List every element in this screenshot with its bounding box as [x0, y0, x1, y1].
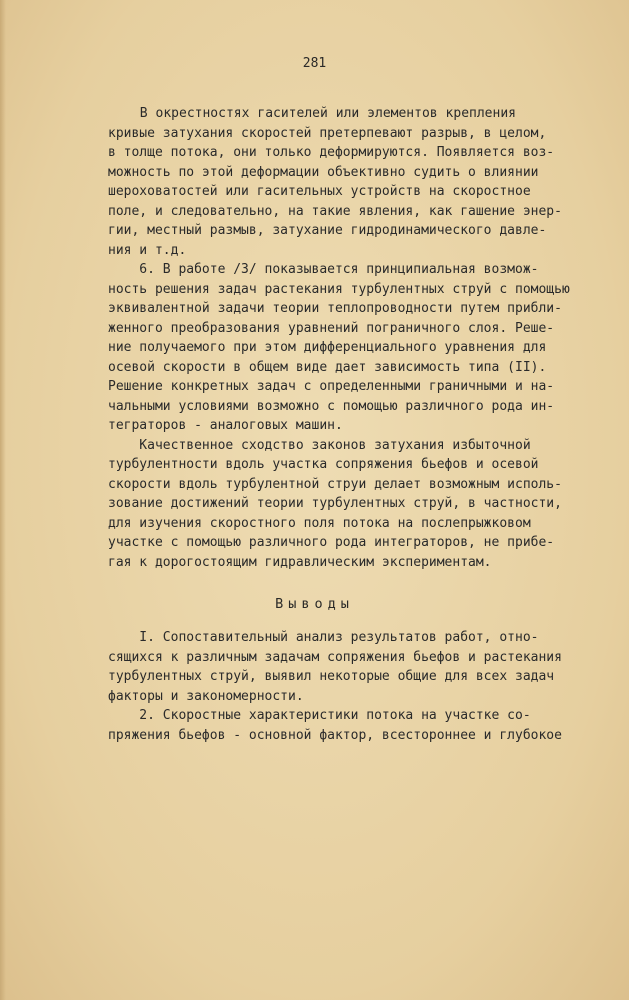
text-line: ние получаемого при этом дифференциального уравнения для	[108, 340, 547, 355]
text-line: для изучения скоростного поля потока на послепрыжковом	[108, 515, 531, 531]
page-edge-shadow	[0, 0, 6, 1000]
text-line: Качественное сходство законов затухания избыточной	[108, 437, 531, 453]
text-line: факторы и закономерности.	[108, 688, 304, 704]
page-number: 281	[302, 56, 327, 71]
text-line: чальными условиями возможно с помощью различного рода ин-	[108, 398, 555, 414]
text-line: женного преобразования уравнений пограничного слоя. Реше-	[108, 320, 555, 336]
text-line: теграторов - аналоговых машин.	[108, 418, 343, 433]
text-line: I. Сопоставительный анализ результатов работ, отно-	[108, 630, 539, 645]
body-text-upper	[108, 104, 570, 572]
text-line: скорости вдоль турбулентной струи делает возможным исполь-	[108, 476, 562, 492]
text-line: кривые затухания скоростей претерпевают разрыв, в целом,	[108, 125, 547, 141]
text-line: Решение конкретных задач с определенными граничными и на-	[108, 379, 555, 394]
text-line: ния и т.д.	[108, 242, 187, 258]
text-line: 2. Скоростные характеристики потока на участке со-	[108, 708, 531, 723]
text-line: турбулентных струй, выявил некоторые общие для всех задач	[108, 669, 555, 684]
text-line: поле, и следовательно, на такие явления, как гашение энер-	[108, 203, 562, 219]
text-line: осевой скорости в общем виде дает зависимость типа (II).	[108, 359, 547, 375]
text-line: 6. В работе /3/ показывается принципиальная возмож-	[108, 262, 539, 277]
text-line: в толще потока, они только деформируются. Появляется воз-	[108, 145, 555, 160]
text-line: шероховатостей или гасительных устройств на скоростное	[108, 184, 531, 199]
section-heading: Выводы	[275, 596, 354, 612]
body-text-lower	[108, 628, 562, 745]
text-line: можность по этой деформации объективно судить о влиянии	[108, 164, 539, 180]
text-line: гая к дорогостоящим гидравлическим экспериментам.	[108, 554, 492, 570]
text-line: В окрестностях гасителей или элементов крепления	[108, 106, 516, 121]
text-line: пряжения бьефов - основной фактор, всестороннее и глубокое	[108, 727, 562, 743]
text-line: эквивалентной задачи теории теплопроводности путем прибли-	[108, 301, 562, 316]
text-line: турбулентности вдоль участка сопряжения бьефов и осевой	[108, 457, 539, 472]
text-line: зование достижений теории турбулентных струй, в частности,	[108, 496, 562, 511]
text-line: ность решения задач растекания турбулентных струй с помощью	[108, 281, 570, 297]
text-line: гии, местный размыв, затухание гидродинамического давле-	[108, 223, 547, 238]
text-line: сящихся к различным задачам сопряжения бьефов и растекания	[108, 649, 562, 665]
text-line: участке с помощью различного рода интеграторов, не прибе-	[108, 535, 555, 550]
